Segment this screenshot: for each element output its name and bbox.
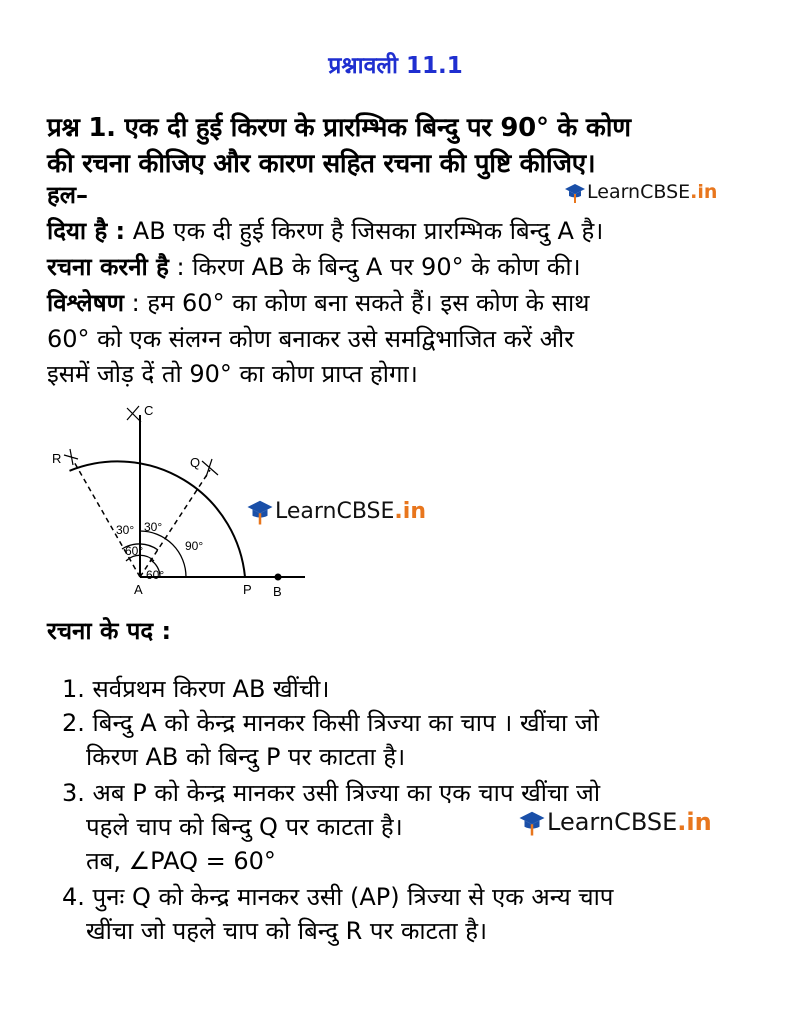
step-2-line-1 (62, 706, 599, 739)
step-1-line-1 (62, 672, 329, 705)
label-p: P (243, 582, 252, 597)
watermark-suffix: .in (394, 499, 426, 524)
graduation-cap-icon (245, 498, 275, 526)
mark-c (127, 406, 141, 422)
given-label: दिया है : (47, 217, 126, 245)
step-4-line-1 (62, 880, 613, 913)
step-2-line-2: किरण AB को बिन्दु P पर काटता है। (86, 743, 406, 771)
watermark-top (563, 181, 717, 204)
step-text: सर्वप्रथम किरण AB खींची। (92, 675, 330, 703)
step-3-line-2: पहले चाप को बिन्दु Q पर काटता है। (86, 813, 403, 841)
step-number: 1. (62, 675, 85, 703)
steps-heading: रचना के पद : (47, 617, 172, 645)
line-ar (73, 460, 140, 577)
watermark-suffix: .in (677, 808, 712, 836)
analysis-text-1: : हम 60° का कोण बना सकते हैं। इस कोण के साथ (131, 289, 590, 317)
step-number: 3. (62, 779, 85, 807)
given-text: AB एक दी हुई किरण है जिसका प्रारम्भिक बिन्दु A है। (132, 217, 604, 245)
graduation-cap-icon (517, 809, 547, 837)
watermark-bottom (517, 808, 712, 837)
step-number: 4. (62, 883, 85, 911)
given-line (47, 214, 603, 247)
watermark-brand: LearnCBSE (587, 181, 691, 203)
label-c: C (144, 403, 154, 418)
label-angle-90: 90° (185, 539, 204, 553)
page-title: प्रश्नावली 11.1 (328, 53, 463, 79)
watermark-middle (245, 498, 426, 526)
label-q: Q (190, 455, 201, 470)
label-angle-left-30: 30° (116, 523, 135, 537)
step-3-line-3: तब, ∠PAQ = 60° (86, 847, 276, 875)
step-number: 2. (62, 709, 85, 737)
step-text: बिन्दु A को केन्द्र मानकर किसी त्रिज्या का चाप । खींचा जो (92, 709, 599, 737)
label-a: A (134, 582, 143, 597)
label-angle-low-60: 60° (146, 568, 165, 582)
construct-line (47, 250, 581, 283)
construct-text: : किरण AB के बिन्दु A पर 90° के कोण की। (176, 253, 581, 281)
watermark-brand: LearnCBSE (275, 499, 395, 524)
analysis-line-3: इसमें जोड़ दें तो 90° का कोण प्राप्त होगा। (47, 360, 418, 388)
watermark-suffix: .in (690, 181, 718, 203)
question-line-2: की रचना कीजिए और कारण सहित रचना की पुष्टि कीजिए। (47, 149, 596, 179)
watermark-brand: LearnCBSE (547, 808, 678, 836)
solution-label: हल– (47, 181, 89, 209)
analysis-line-2: 60° को एक संलग्न कोण बनाकर उसे समद्विभाजित करें और (47, 325, 574, 353)
analysis-line-1 (47, 286, 590, 319)
step-text: अब P को केन्द्र मानकर उसी त्रिज्या का एक चाप खींचा जो (92, 779, 601, 807)
label-r: R (52, 451, 62, 466)
question-line-1: प्रश्न 1. एक दी हुई किरण के प्रारम्भिक बिन्दु पर 90° के कोण (47, 113, 631, 143)
step-text: पुनः Q को केन्द्र मानकर उसी (AP) त्रिज्या से एक अन्य चाप (92, 883, 614, 911)
step-4-line-2: खींचा जो पहले चाप को बिन्दु R पर काटता है। (86, 917, 488, 945)
analysis-label: विश्लेषण (47, 289, 124, 317)
label-b: B (273, 584, 282, 599)
mark-r (64, 449, 78, 465)
point-b-dot (275, 574, 282, 581)
label-angle-right-30: 30° (144, 520, 163, 534)
mark-q (202, 459, 218, 477)
construct-label: रचना करनी है (47, 253, 169, 281)
graduation-cap-icon (563, 182, 587, 204)
label-angle-mid-60: 60° (125, 544, 144, 558)
step-3-line-1 (62, 776, 600, 809)
